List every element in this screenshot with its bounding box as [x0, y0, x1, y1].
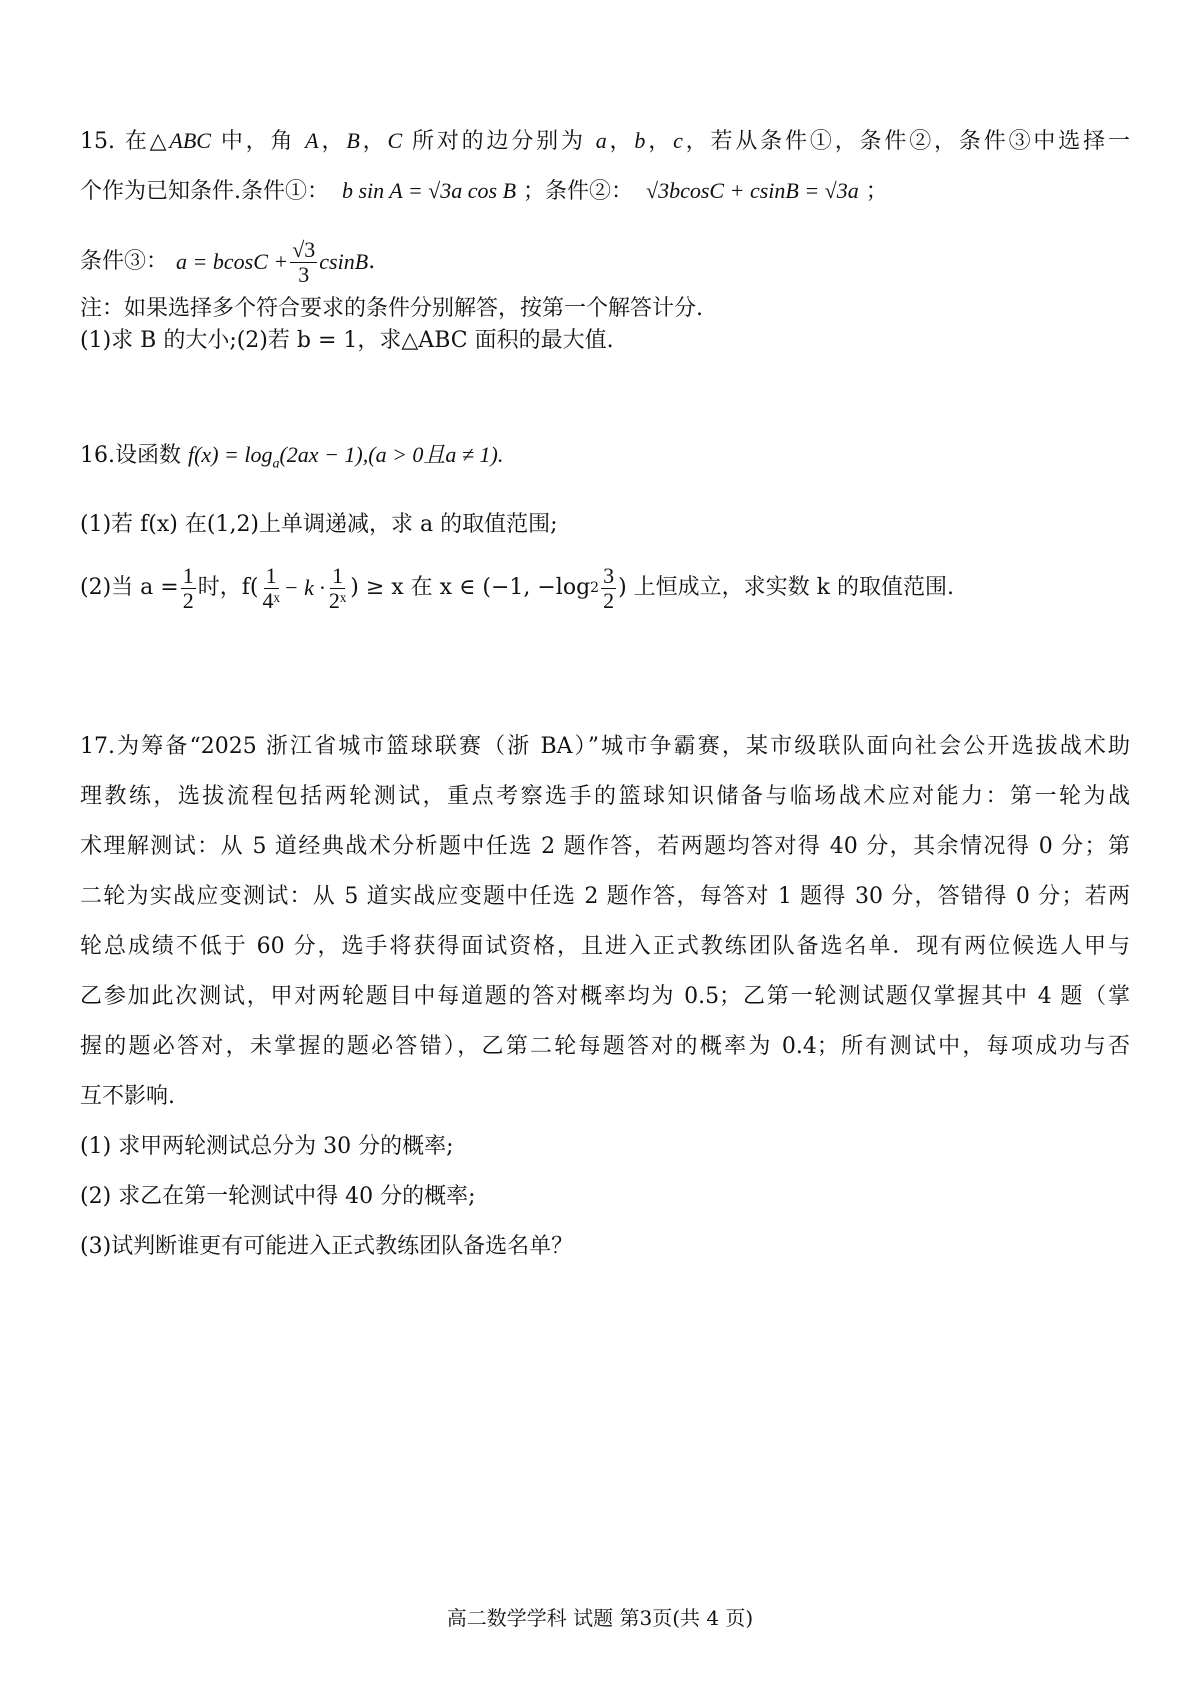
fraction-one-over-2x — [327, 564, 348, 613]
angle-b: B — [346, 128, 360, 153]
condition-3-formula-tail: csinB — [319, 249, 369, 274]
q15-text: ，若从条件①，条件②，条件③中选择一 — [682, 129, 1130, 154]
function-definition-tail: (2ax − 1),(a > 0且a ≠ 1). — [279, 442, 504, 467]
q15-text: ， — [318, 129, 347, 154]
q15-text: ， — [606, 129, 635, 154]
q17-part3: (3)试判断谁更有可能进入正式教练团队备选名单？ — [80, 1234, 574, 1259]
q17-line: 术理解测试：从 5 道经典战术分析题中任选 2 题作答，若两题均答对得 40 分，其余情况得 0 分；第 — [80, 834, 1130, 859]
q17-line: 17.为筹备“2025 浙江省城市篮球联赛（浙 BA）”城市争霸赛，某市级联队面向社会公开选拔战术助 — [80, 734, 1130, 759]
q17-line: 轮总成绩不低于 60 分，选手将获得面试资格，且进入正式教练团队备选名单．现有两位候选人甲与 — [80, 934, 1130, 959]
function-definition: f(x) = log — [187, 442, 273, 467]
fraction-denominator: 3 — [298, 261, 310, 287]
fraction-numerator: √3 — [292, 236, 316, 262]
q15-line3 — [80, 232, 1130, 292]
triangle-abc: ABC — [169, 128, 211, 153]
condition-1-formula: b sin A = √3a cos B — [342, 178, 517, 203]
fraction-numerator: 1 — [265, 562, 277, 588]
q15-text: 条件③： — [80, 249, 169, 274]
fraction-denominator: 2ˣ — [328, 587, 347, 613]
q15-line1 — [80, 126, 1130, 157]
q17-line: 二轮为实战应变测试：从 5 道实战应变题中任选 2 题作答，每答对 1 题得 30 分，答错得 0 分；若两 — [80, 884, 1130, 909]
q16-text: ) 上恒成立，求实数 k 的取值范围. — [618, 575, 954, 600]
q15-parts: (1)求 B 的大小;(2)若 b = 1，求△ABC 面积的最大值. — [80, 328, 614, 353]
fraction-numerator: 1 — [182, 562, 194, 588]
q15-text: 中，角 — [210, 129, 306, 154]
fraction-denominator: 4ˣ — [262, 587, 280, 613]
fraction-numerator: 3 — [603, 562, 615, 588]
fraction-numerator: 1 — [332, 562, 344, 588]
fraction-one-over-4x — [260, 564, 281, 613]
log-base: a — [272, 456, 280, 472]
fraction-denominator: 2 — [182, 587, 194, 613]
q15-text: . — [368, 249, 376, 274]
q15-text: ；条件②： — [523, 179, 634, 204]
fraction-one-half — [181, 564, 196, 613]
angle-c: C — [387, 128, 403, 153]
condition-2-formula: √3bcosC + csinB = √3a — [646, 178, 859, 203]
q16-text: 时，f( — [197, 575, 259, 600]
q17-line: 乙参加此次测试，甲对两轮题目中每道题的答对概率均为 0.5；乙第一轮测试题仅掌握其中 4 题（掌 — [80, 984, 1130, 1009]
q15-text: 个作为已知条件.条件①： — [80, 179, 329, 204]
side-b: b — [634, 128, 646, 153]
q15-text: ； — [865, 179, 888, 204]
q17-line: 握的题必答对，未掌握的题必答错），乙第二轮每题答对的概率为 0.4；所有测试中，每项成功与否 — [80, 1034, 1130, 1059]
q15-text: ， — [359, 129, 388, 154]
fraction-three-halves — [601, 564, 616, 613]
q16-stem — [80, 440, 1130, 479]
q15-note: 注：如果选择多个符合要求的条件分别解答，按第一个解答计分. — [80, 296, 703, 321]
q16-text: 16.设函数 — [80, 443, 188, 468]
q16-text: (2)当 a = — [80, 575, 179, 600]
q15-text: 所对的边分别为 — [402, 129, 596, 154]
page-footer: 高二数学学科 试题 第3页(共 4 页) — [446, 1606, 754, 1630]
q16-part2 — [80, 558, 1130, 618]
sqrt3-over-3-fraction — [290, 238, 317, 287]
q15-line2 — [80, 176, 1130, 207]
side-c: c — [673, 128, 683, 153]
fraction-denominator: 2 — [603, 587, 615, 613]
q16-text: − k · — [283, 575, 325, 600]
q17-part1: (1) 求甲两轮测试总分为 30 分的概率; — [80, 1134, 454, 1159]
q16-part1: (1)若 f(x) 在(1,2)上单调递减，求 a 的取值范围; — [80, 512, 558, 537]
q15-text: ， — [645, 129, 674, 154]
q17-line: 理教练，选拔流程包括两轮测试，重点考察选手的篮球知识储备与临场战术应对能力：第一轮为战 — [80, 784, 1130, 809]
q15-text: 15. 在△ — [80, 129, 170, 154]
log-base: 2 — [590, 580, 600, 596]
q16-text: ) ≥ x 在 x ∈ (−1, −log — [350, 575, 591, 600]
condition-3-formula: a = bcosC + — [176, 249, 289, 274]
angle-a: A — [305, 128, 319, 153]
side-a: a — [595, 128, 607, 153]
q17-line: 互不影响. — [80, 1084, 175, 1109]
q17-part2: (2) 求乙在第一轮测试中得 40 分的概率; — [80, 1184, 476, 1209]
